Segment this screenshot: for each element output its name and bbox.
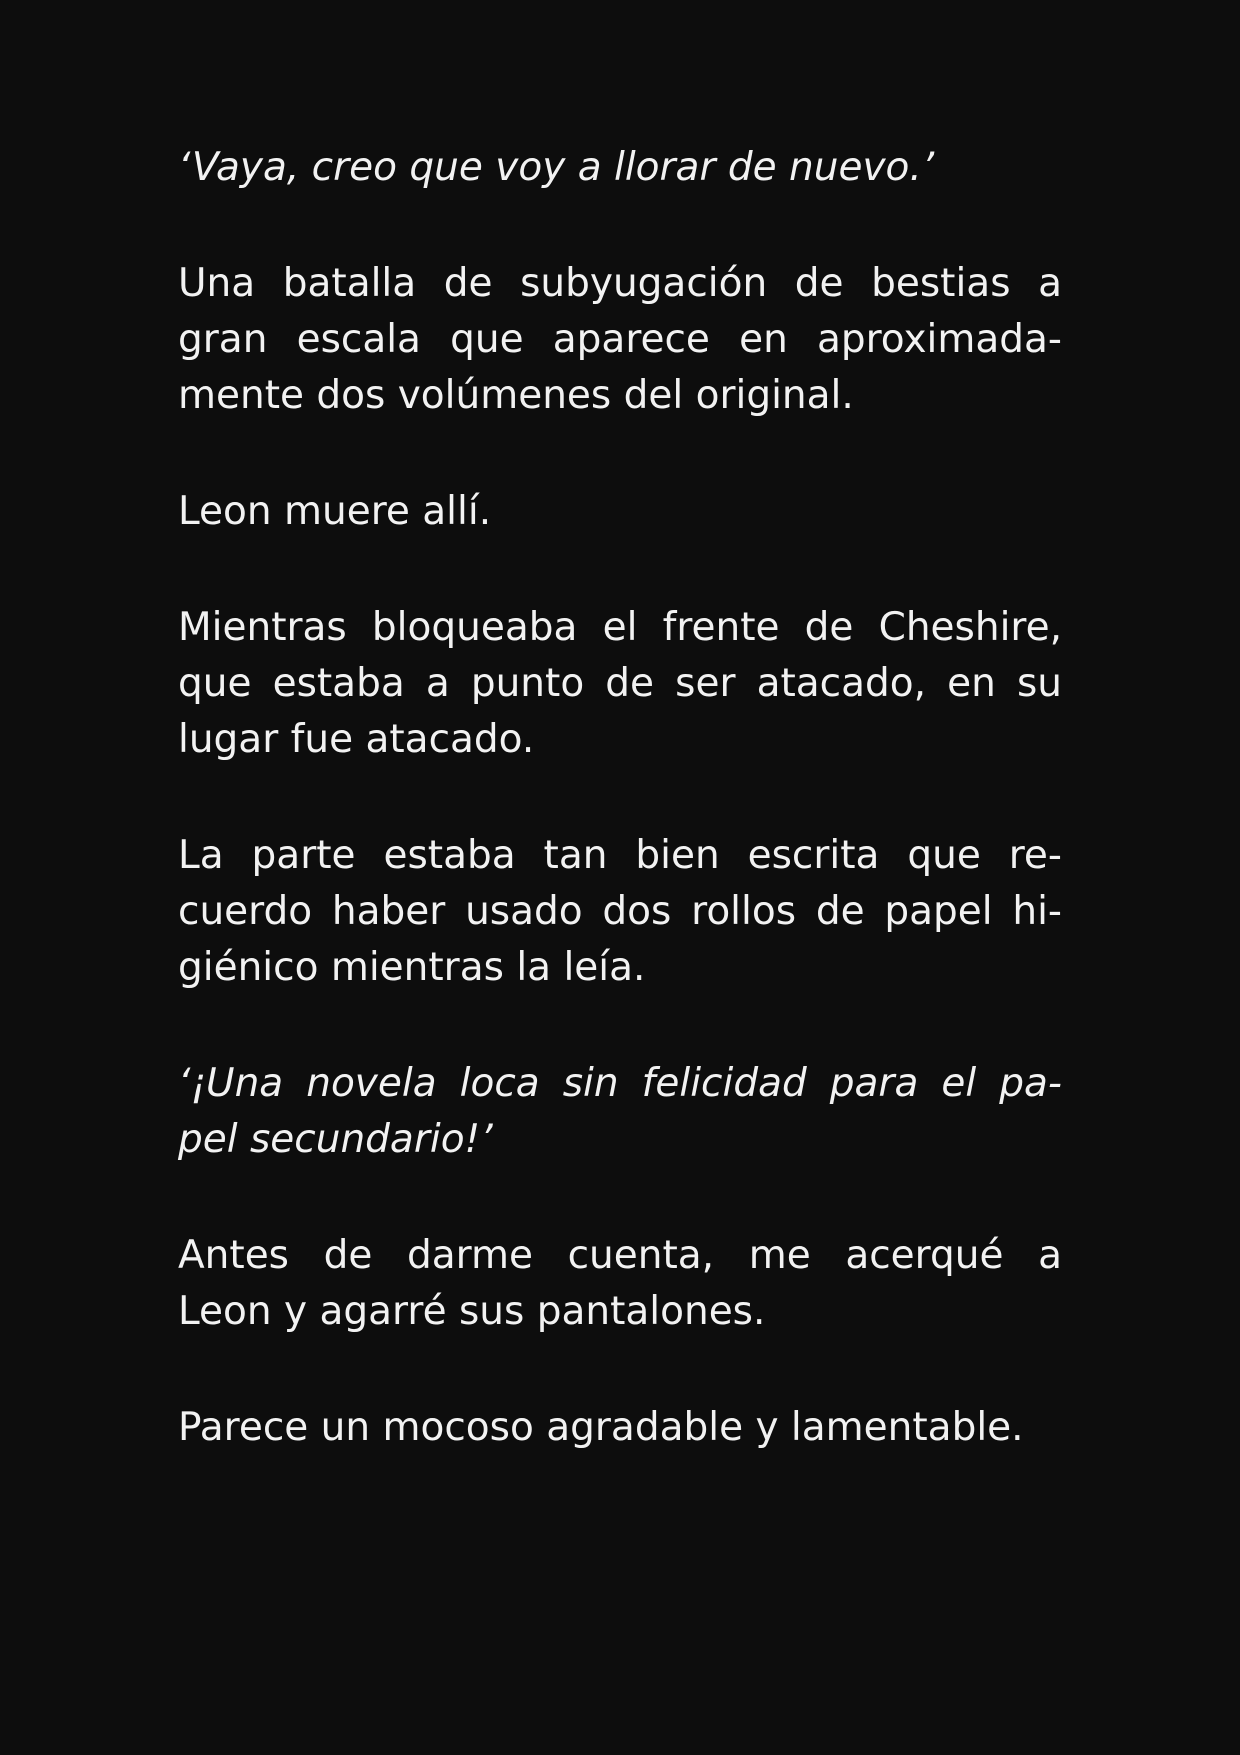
text-line: Leon muere allí.: [178, 489, 492, 534]
text-line: Mientras bloqueaba el frente de Cheshire,: [178, 605, 1062, 650]
text-line: ‘Vaya, creo que voy a llorar de nuevo.’: [178, 145, 935, 190]
text-line: La parte estaba tan bien escrita que re-: [178, 833, 1062, 878]
paragraph-8: [178, 1400, 1062, 1456]
text-line: Parece un mocoso agradable y lamentable.: [178, 1405, 1024, 1450]
text-line: gran escala que aparece en aproximada-: [178, 317, 1062, 362]
text-line: Antes de darme cuenta, me acerqué a: [178, 1233, 1062, 1278]
paragraph-6: [178, 1056, 1062, 1168]
text-line: mente dos volúmenes del original.: [178, 373, 854, 418]
paragraph-4: [178, 600, 1062, 768]
text-line: cuerdo haber usado dos rollos de papel hi-: [178, 889, 1062, 934]
text-line: lugar fue atacado.: [178, 717, 535, 762]
document-page: [178, 140, 1062, 1516]
text-line: giénico mientras la leía.: [178, 945, 646, 990]
text-line: que estaba a punto de ser atacado, en su: [178, 661, 1062, 706]
paragraph-2: [178, 256, 1062, 424]
paragraph-3: [178, 484, 1062, 540]
paragraph-1: [178, 140, 1062, 196]
text-line: Leon y agarré sus pantalones.: [178, 1289, 766, 1334]
text-line: ‘¡Una novela loca sin felicidad para el pa-: [178, 1061, 1062, 1106]
text-line: Una batalla de subyugación de bestias a: [178, 261, 1062, 306]
paragraph-7: [178, 1228, 1062, 1340]
paragraph-5: [178, 828, 1062, 996]
text-line: pel secundario!’: [178, 1117, 493, 1162]
